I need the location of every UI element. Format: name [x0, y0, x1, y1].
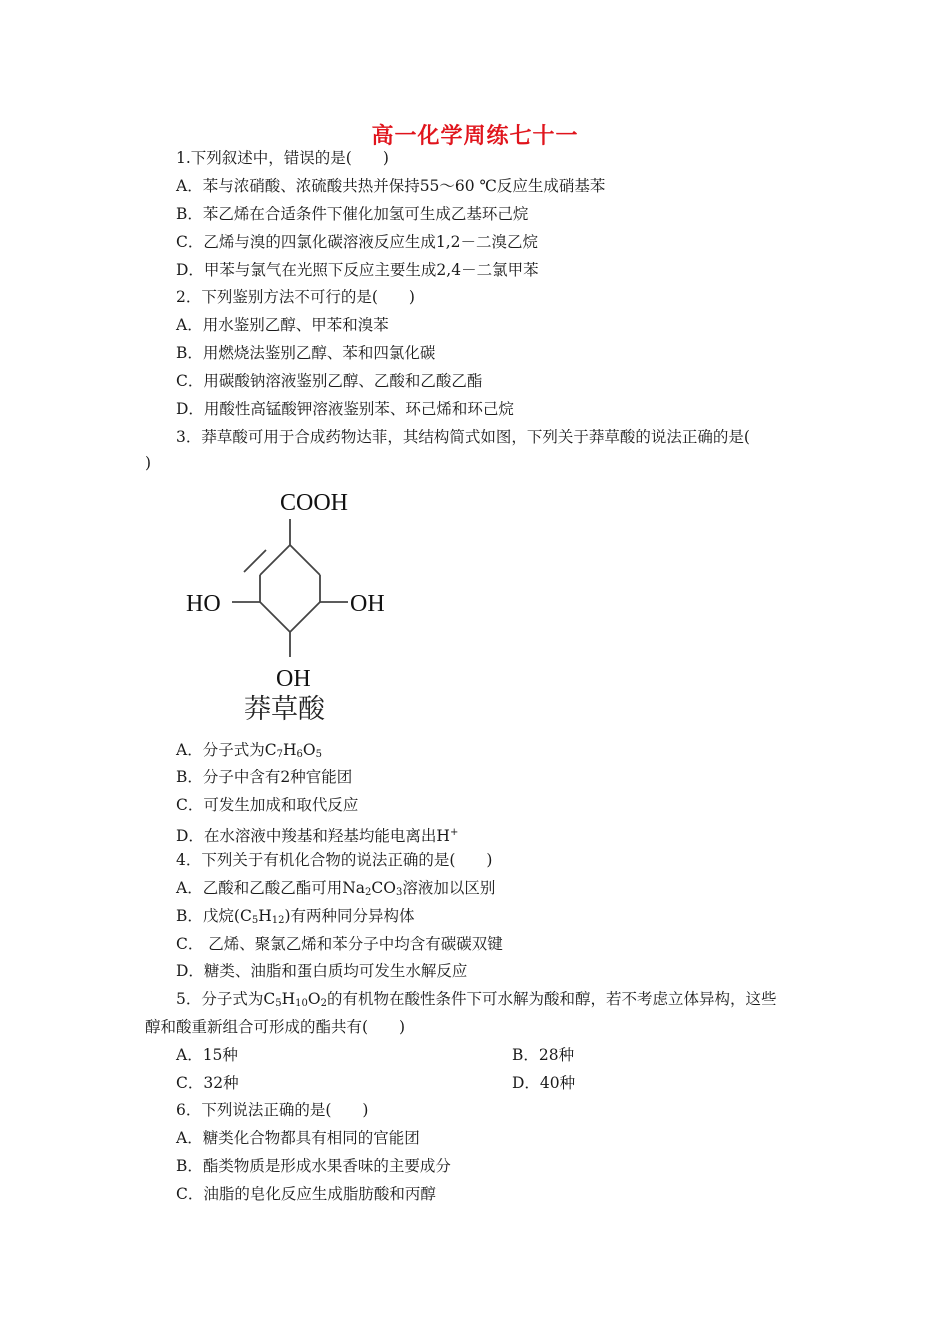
figure-caption: 莽草酸 — [244, 694, 325, 725]
q1-stem: 1.下列叙述中，错误的是( ) — [176, 149, 389, 167]
q5-option-b: B．28种 — [512, 1046, 575, 1064]
oh-right-label: OH — [350, 591, 385, 617]
q6-option-a: A．糖类化合物都具有相同的官能团 — [176, 1129, 420, 1147]
q1-option-b: B．苯乙烯在合适条件下催化加氢可生成乙基环己烷 — [176, 205, 529, 223]
cooh-label: COOH — [280, 490, 349, 516]
q5-option-d: D．40种 — [512, 1074, 576, 1092]
q6-option-c: C．油脂的皂化反应生成脂肪酸和丙醇 — [176, 1185, 436, 1203]
q1-option-c: C．乙烯与溴的四氯化碳溶液反应生成1,2－二溴乙烷 — [176, 233, 539, 251]
q3-option-d: D．在水溶液中羧基和羟基均能电离出H+ — [176, 827, 459, 845]
q6-stem: 6．下列说法正确的是( ) — [176, 1101, 369, 1119]
q1-option-a: A．苯与浓硝酸、浓硫酸共热并保持55～60 ℃反应生成硝基苯 — [176, 177, 606, 195]
page-title: 高一化学周练七十一 — [371, 124, 579, 149]
q5-stem-line1: 5．分子式为$C_5H_{10}O_2$的有机物在酸性条件下可水解为酸和醇，若不考虑立体异构，这些 — [176, 990, 777, 1009]
q4-option-b: B．戊烷$(C_5H_{12})$有两种同分异构体 — [176, 907, 415, 926]
shikimic-acid-structure — [180, 480, 410, 730]
oh-bottom-label: OH — [276, 666, 311, 692]
q2-option-a: A．用水鉴别乙醇、甲苯和溴苯 — [176, 316, 389, 334]
q4-option-d: D．糖类、油脂和蛋白质均可发生水解反应 — [176, 962, 468, 980]
q2-stem: 2．下列鉴别方法不可行的是( ) — [176, 288, 415, 306]
q5-option-a: A．15种 — [176, 1046, 238, 1064]
q3-option-c: C．可发生加成和取代反应 — [176, 796, 359, 814]
ho-left-label: HO — [186, 591, 221, 617]
q4-stem: 4．下列关于有机化合物的说法正确的是( ) — [176, 851, 493, 869]
q3-stem-line2: ) — [145, 454, 152, 472]
q2-option-d: D．用酸性高锰酸钾溶液鉴别苯、环己烯和环己烷 — [176, 400, 514, 418]
q3-option-a: A．分子式为$C_7H_6O_5$ — [176, 741, 322, 760]
q2-option-c: C．用碳酸钠溶液鉴别乙醇、乙酸和乙酸乙酯 — [176, 372, 483, 390]
q5-stem-line2: 醇和酸重新组合可形成的酯共有( ) — [145, 1018, 406, 1036]
q1-option-d: D．甲苯与氯气在光照下反应主要生成2,4－二氯甲苯 — [176, 261, 539, 279]
q4-option-c: C． 乙烯、聚氯乙烯和苯分子中均含有碳碳双键 — [176, 935, 503, 953]
q6-option-b: B．酯类物质是形成水果香味的主要成分 — [176, 1157, 451, 1175]
ring-bonds — [232, 519, 348, 657]
q4-option-a: A．乙酸和乙酸乙酯可用$Na_2CO_3$溶液加以区别 — [176, 879, 496, 898]
q3-option-b: B．分子中含有2种官能团 — [176, 768, 353, 786]
q3-stem-line1: 3．莽草酸可用于合成药物达菲，其结构简式如图，下列关于莽草酸的说法正确的是( — [176, 428, 750, 446]
q5-option-c: C．32种 — [176, 1074, 239, 1092]
q2-option-b: B．用燃烧法鉴别乙醇、苯和四氯化碳 — [176, 344, 436, 362]
